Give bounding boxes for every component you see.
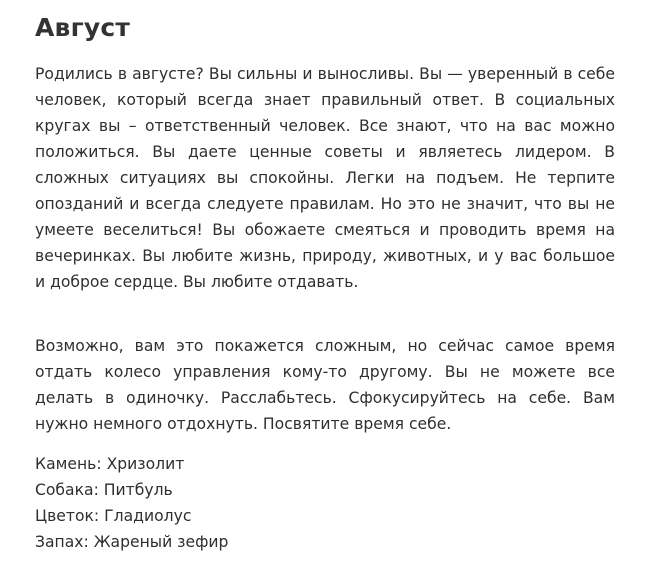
paragraph-personality: Родились в августе? Вы сильны и выносливы. Вы — уверенный в себе человек, который всегда знает правильный ответ. В социальных кругах вы – ответственный человек. Все знают, что на вас можно положиться. Вы даете ценные советы и являетесь лидером. В сложных ситуациях вы спокойны. Легки на подъем. Не терпите опозданий и всегда следуете правилам. Но это не значит, что вы не умеете веселиться! Вы обожаете смеяться и проводить время на вечеринках. Вы любите жизнь, природу, животных, и у вас большое и доброе сердце. Вы любите отдавать. xyxy=(35,65,615,291)
fact-scent: Запах: Жареный зефир xyxy=(35,533,229,551)
fact-stone: Камень: Хризолит xyxy=(35,455,185,473)
page-title: Август xyxy=(35,13,131,42)
fact-flower: Цветок: Гладиолус xyxy=(35,507,192,525)
facts-list xyxy=(35,451,615,555)
paragraph-advice: Возможно, вам это покажется сложным, но сейчас самое время отдать колесо управления кому-то другому. Вы не можете все делать в одиночку. Расслабьтесь. Сфокусируйтесь на себе. Вам нужно немного отдохнуть. Посвятите время себе. xyxy=(35,337,615,433)
fact-dog: Собака: Питбуль xyxy=(35,481,173,499)
